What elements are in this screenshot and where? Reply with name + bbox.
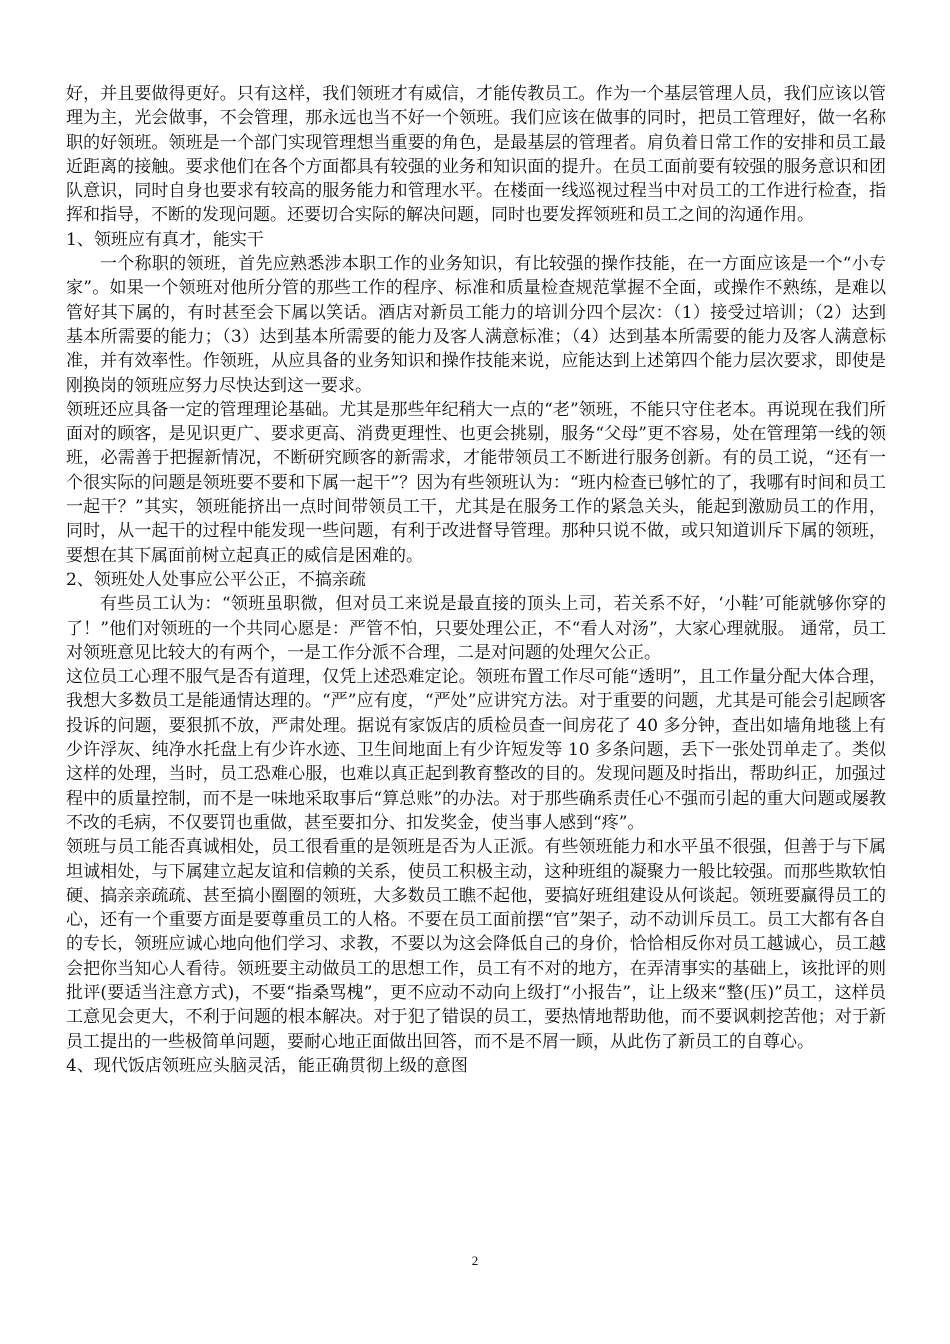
section-heading-4: 4、现代饭店领班应头脑灵活，能正确贯彻上级的意图 bbox=[66, 1055, 468, 1076]
page-number: 2 bbox=[471, 1253, 479, 1268]
paragraph-sincerity: 领班与员工能否真诚相处，员工很看重的是领班是否为人正派。有些领班能力和水平虽不很强，但善于与下属坦诚相处，与下属建立起友谊和信赖的关系，使员工积极主动，这种班组的凝聚力一般比较强。而那些欺软怕硬、搞亲亲疏疏、甚至搞小圈圈的领班，大多数员工瞧不起他，要搞好班组建设从何谈起。领班要赢得员工的心，还有一个重要方面是要尊重员工的人格。不要在员工面前摆“官”架子，动不动训斥员工。员工大都有各自的专长，领班应诚心地向他们学习、求教，不要以为这会降低自己的身价，恰恰相反你对员工越诚心，员工越会把你当知心人看待。领班要主动做员工的思想工作，员工有不对的地方，在弄清事实的基础上，该批评的则批评(要适当注意方式)，不要“指桑骂槐”，更不应动不动向上级打“小报告”，让上级来“整(压)”员工，这样员工意见会更大，不利于问题的根本解决。对于犯了错误的员工，要热情地帮助他，而不要讽刺挖苦他；对于新员工提出的一些极简单问题，要耐心地正面做出回答，而不是不屑一顾，从此伤了新员工的自尊心。 bbox=[66, 837, 886, 1052]
paragraph-strictness: 这位员工心理不服气是否有道理，仅凭上述恐难定论。领班布置工作尽可能“透明”，且工作量分配大体合理，我想大多数员工是能通情达理的。“严”应有度，“严处”应讲究方法。对于重要的问题，尤其是可能会引起顾客投诉的问题，要狠抓不放，严肃处理。据说有家饭店的质检员查一间房花了 40 多分钟，查出如墙角地毯上有少许浮灰、纯净水托盘上有少许水迹、卫生间地面上有少许短发等 10 多条问题，丢下一张处罚单走了。类似这样的处理，当时，员工恐难心服，也难以真正起到教育整改的目的。发现问题及时指出，帮助纠正，加强过程中的质量控制，而不是一味地采取事后“算总账”的办法。对于那些确系责任心不强而引起的重大问题或屡教不改的毛病，不仅要罚也重做，甚至要扣分、扣发奖金，使当事人感到“疼”。 bbox=[66, 667, 886, 833]
section-heading-1: 1、领班应有真才，能实干 bbox=[66, 229, 264, 250]
paragraph-skills: 一个称职的领班，首先应熟悉涉本职工作的业务知识，有比较强的操作技能，在一方面应该是一个“小专家”。如果一个领班对他所分管的那些工作的程序、标准和质量检查规范掌握不全面，或操作不熟练，是难以管好其下属的，有时甚至会下属以笑话。酒店对新员工能力的培训分四个层次：（1）接受过培训；（2）达到基本所需要的能力；（3）达到基本所需要的能力及客人满意标准；（4）达到基本所需要的能力及客人满意标准，并有效率性。作领班，从应具备的业务知识和操作技能来说，应能达到上述第四个能力层次要求，即使是刚换岗的领班应努力尽快达到这一要求。 bbox=[66, 254, 886, 396]
document-body bbox=[66, 82, 886, 1078]
paragraph-fairness: 有些员工认为：“领班虽职微，但对员工来说是最直接的顶头上司，若关系不好，‘小鞋’可能就够你穿的了！”他们对领班的一个共同心愿是：严管不怕，只要处理公正，不“看人对汤”，大家心理就服。 通常，员工对领班意见比较大的有两个，一是工作分派不合理，二是对问题的处理欠公正。 bbox=[66, 594, 886, 663]
section-heading-2: 2、领班处人处事应公平公正，不搞亲疏 bbox=[66, 569, 366, 590]
paragraph-management-theory: 领班还应具备一定的管理理论基础。尤其是那些年纪稍大一点的“老”领班，不能只守住老本。再说现在我们所面对的顾客，是见识更广、要求更高、消费更理性、也更会挑剔，服务“父母”更不容易，处在管理第一线的领班，必需善于把握新情况，不断研究顾客的新需求，才能带领员工不断进行服务创新。有的员工说，“还有一个很实际的问题是领班要不要和下属一起干”？因为有些领班认为：“班内检查已够忙的了，我哪有时间和员工一起干？”其实，领班能挤出一点时间带领员工干，尤其是在服务工作的紧急关头，能起到激励员工的作用，同时，从一起干的过程中能发现一些问题，有利于改进督导管理。那种只说不做，或只知道训斥下属的领班，要想在其下属面前树立起真正的威信是困难的。 bbox=[66, 399, 886, 566]
paragraph-continuation: 好，并且要做得更好。只有这样，我们领班才有威信，才能传教员工。作为一个基层管理人员，我们应该以管理为主，光会做事，不会管理，那永远也当不好一个领班。我们应该在做事的同时，把员工管理好，做一名称职的好领班。领班是一个部门实现管理想当重要的角色，是最基层的管理者。肩负着日常工作的安排和员工最近距离的接触。要求他们在各个方面都具有较强的业务和知识面的提升。在员工面前要有较强的服务意识和团队意识，同时自身也要求有较高的服务能力和管理水平。在楼面一线巡视过程当中对员工的工作进行检查，指挥和指导，不断的发现问题。还要切合实际的解决问题，同时也要发挥领班和员工之间的沟通作用。 bbox=[66, 84, 886, 226]
